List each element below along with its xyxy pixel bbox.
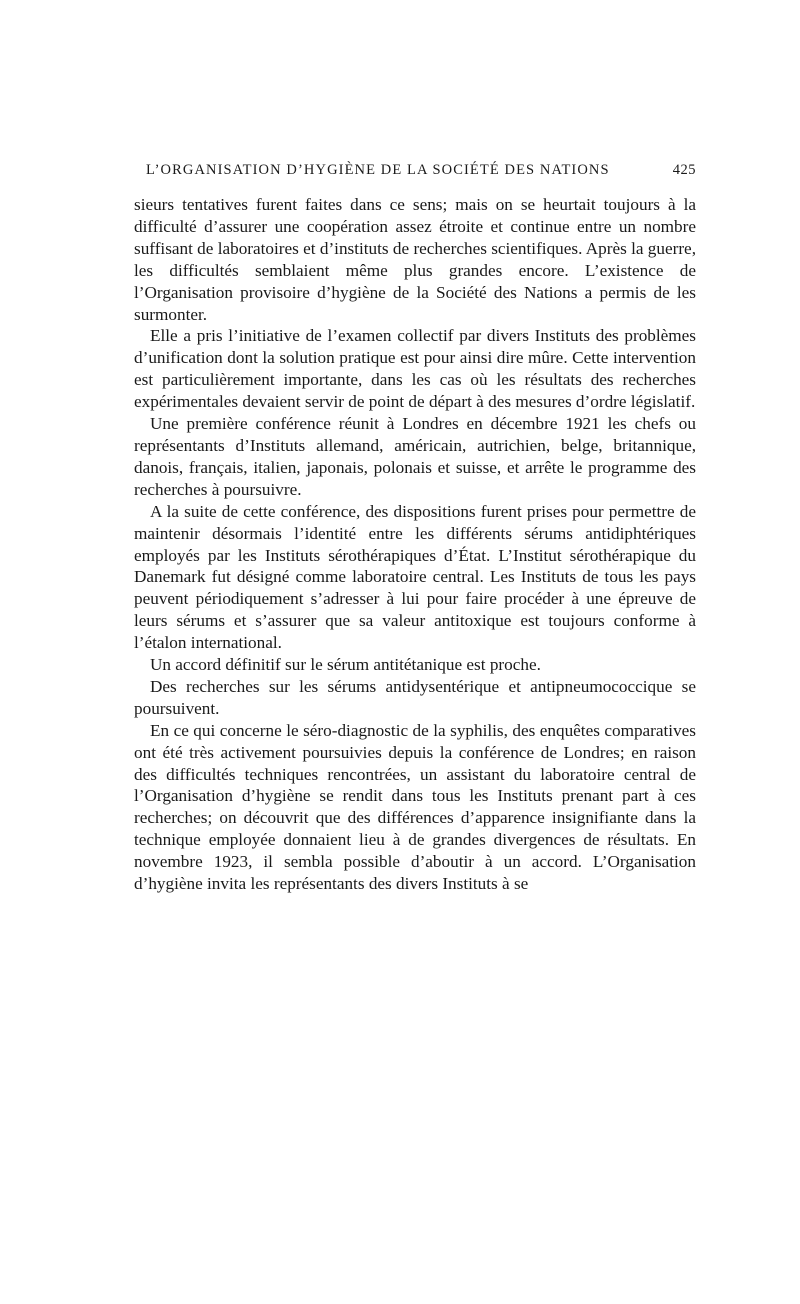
paragraph: Des recherches sur les sérums antidysentérique et antipneumococcique se poursuivent. (134, 676, 696, 718)
paragraph: Elle a pris l’initiative de l’examen collectif par divers Instituts des problèmes d’unification dont la solution pratique est pour ainsi dire mûre. Cette intervention est particulièrement importante, dans les cas où les résultats des recherches expérimentales devaient servir de point de départ à des mesures d’ordre législatif. (134, 326, 696, 412)
running-head (134, 150, 696, 176)
body-text (134, 194, 696, 895)
paragraph: Un accord définitif sur le sérum antitétanique est proche. (150, 655, 541, 675)
running-title: L’ORGANISATION D’HYGIÈNE DE LA SOCIÉTÉ DES NATIONS (146, 162, 610, 178)
page-number: 425 (672, 162, 696, 178)
paragraph: En ce qui concerne le séro-diagnostic de la syphilis, des enquêtes comparatives ont été très activement poursuivies depuis la conférence de Londres; en raison des difficultés techniques rencontrées, un assistant du laboratoire central de l’Organisation d’hygiène se rendit dans tous les Instituts prenant part à ces recherches; on découvrit que des différences d’apparence insignifiante dans la technique employée donnaient lieu à de grandes divergences de résultats. En novembre 1923, il sembla possible d’aboutir à un accord. L’Organisation d’hygiène invita les représentants des divers Instituts à se (134, 720, 696, 894)
paragraph: A la suite de cette conférence, des dispositions furent prises pour permettre de maintenir désormais l’identité entre les différents sérums antidiphtériques employés par les Instituts sérothérapiques d’État. L’Institut sérothérapique du Danemark fut désigné comme laboratoire central. Les Instituts de tous les pays peuvent périodiquement s’adresser à lui pour faire procéder à une épreuve de leurs sérums et s’assurer que sa valeur antitoxique est toujours conforme à l’étalon international. (134, 501, 696, 653)
book-page (134, 150, 696, 895)
paragraph: sieurs tentatives furent faites dans ce sens; mais on se heurtait toujours à la difficulté d’assurer une coopération assez étroite et continue entre un nombre suffisant de laboratoires et d’instituts de recherches scientifiques. Après la guerre, les difficultés semblaient même plus grandes encore. L’existence de l’Organisation provisoire d’hygiène de la Société des Nations a permis de les surmonter. (134, 195, 696, 324)
paragraph: Une première conférence réunit à Londres en décembre 1921 les chefs ou représentants d’Instituts allemand, américain, autrichien, belge, britannique, danois, français, italien, japonais, polonais et suisse, et arrête le programme des recherches à poursuivre. (134, 414, 696, 499)
